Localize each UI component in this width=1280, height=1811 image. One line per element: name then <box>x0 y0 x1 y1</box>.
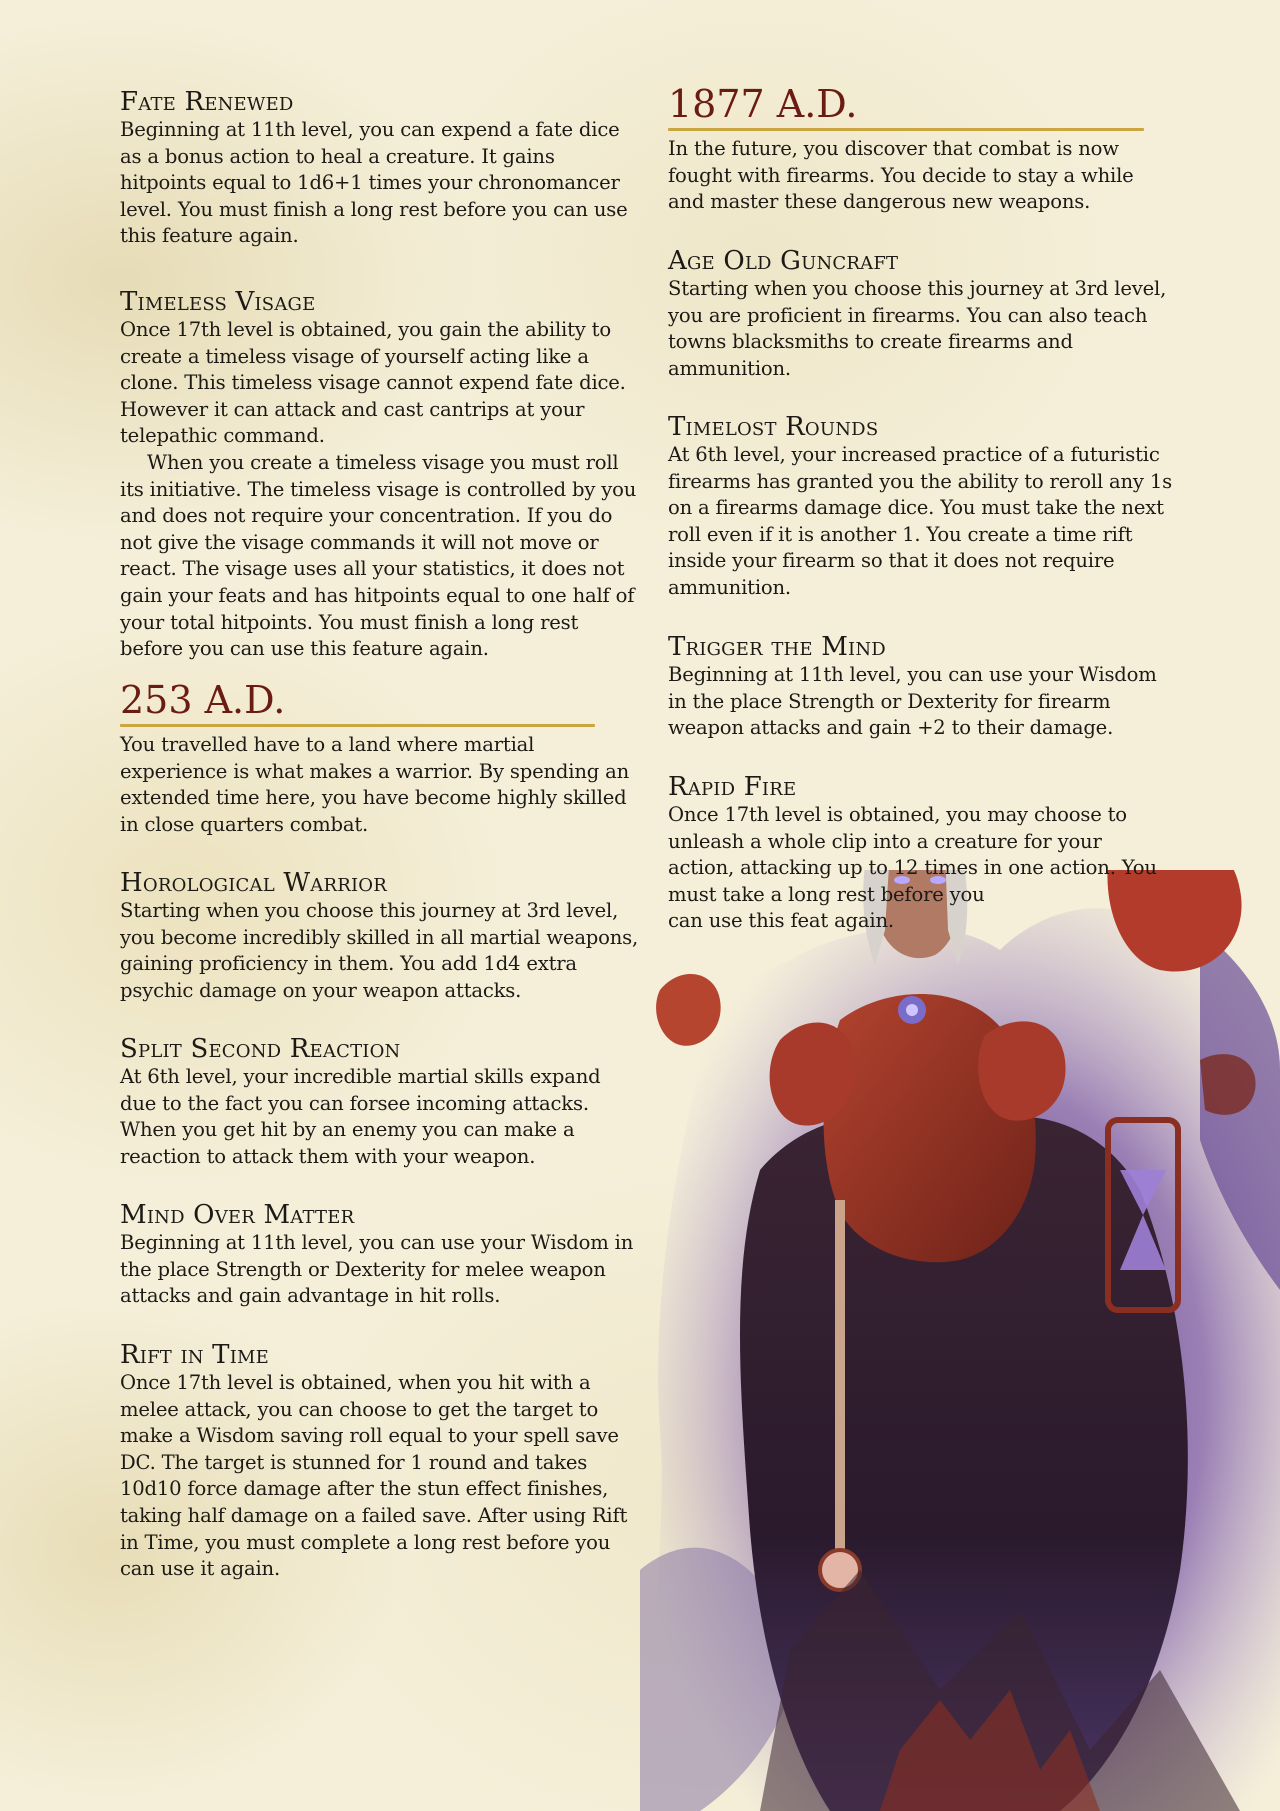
section-text: Starting when you choose this journey at 3rd level, you become incredibly skilled in all martial weapons, gaining proficiency in them. You add 1d4 extra psychic damage on your weapon attacks. <box>120 899 639 1002</box>
section-1877-ad-text <box>668 136 1173 216</box>
section-rapid-fire <box>668 772 1173 935</box>
section-text: Once 17th level is obtained, you may choose to unleash a whole clip into a creature for your action, attacking up to 12 times in one action. You must take a long rest before you <box>668 803 1157 906</box>
section-fate-renewed <box>120 87 640 250</box>
heading-rule <box>668 128 1144 131</box>
section-title: Fate Renewed <box>120 87 294 117</box>
section-text: When you create a timeless visage you must roll its initiative. The timeless visage is controlled by you and does not require your concentration. If you do not give the visage commands it will not move or react. The visage uses all your statistics, it does not gain your feats and has hitpoints equal to one half of your total hitpoints. You must finish a long rest before you can use this feature again. <box>120 450 637 661</box>
section-title: Rift in Time <box>120 1340 269 1370</box>
section-title: Trigger the Mind <box>668 632 886 662</box>
era-heading: 253 A.D. <box>120 678 286 722</box>
section-title: Age Old Guncraft <box>668 246 899 276</box>
section-1877-ad <box>668 82 1144 131</box>
section-text: Beginning at 11th level, you can use your Wisdom in the place Strength or Dexterity for melee weapon attacks and gain advantage in hit rolls. <box>120 1231 634 1308</box>
chronomancer-illustration <box>640 870 1280 1811</box>
section-text: Starting when you choose this journey at 3rd level, you are proficient in firearms. You can also teach towns blacksmiths to create firearms and ammunition. <box>668 277 1167 380</box>
section-text: At 6th level, your increased practice of a futuristic firearms has granted you the ability to reroll any 1s on a firearms damage dice. You must take the next roll even if it is another 1. You create a time rift inside your firearm so that it does not require ammunition. <box>668 443 1172 599</box>
section-title: Horological Warrior <box>120 868 387 898</box>
section-text: Once 17th level is obtained, when you hit with a melee attack, you can choose to get the target to make a Wisdom saving roll equal to your spell save DC. The target is stunned for 1 round and takes 10d10 force damage after the stun effect finishes, taking half damage on a failed save. After using Rift in Time, you must complete a long rest before you can use it again. <box>120 1371 628 1581</box>
section-split-second-reaction <box>120 1034 640 1170</box>
section-horological-warrior <box>120 868 640 1004</box>
era-heading: 1877 A.D. <box>668 82 858 126</box>
section-title: Timeless Visage <box>120 287 316 317</box>
section-title: Timelost Rounds <box>668 412 879 442</box>
section-title: Rapid Fire <box>668 772 797 802</box>
section-text: You travelled have to a land where martial experience is what makes a warrior. By spending an extended time here, you have become highly skilled in close quarters combat. <box>120 733 630 836</box>
section-trigger-the-mind <box>668 632 1173 742</box>
section-text: can use this feat again. <box>668 909 894 933</box>
heading-rule <box>120 724 595 727</box>
section-timelost-rounds <box>668 412 1173 602</box>
section-title: Split Second Reaction <box>120 1034 401 1064</box>
section-timeless-visage <box>120 287 640 663</box>
section-text: In the future, you discover that combat is now fought with firearms. You decide to stay a while and master these dangerous new weapons. <box>668 137 1134 214</box>
section-mind-over-matter <box>120 1200 640 1310</box>
section-text: Beginning at 11th level, you can use your Wisdom in the place Strength or Dexterity for firearm weapon attacks and gain +2 to their damage. <box>668 663 1157 740</box>
section-title: Mind Over Matter <box>120 1200 355 1230</box>
section-text: Beginning at 11th level, you can expend a fate dice as a bonus action to heal a creature. It gains hitpoints equal to 1d6+1 times your chronomancer level. You must finish a long rest before you can use this feature again. <box>120 118 628 248</box>
section-rift-in-time <box>120 1340 640 1583</box>
section-253-ad <box>120 678 595 727</box>
section-text: At 6th level, your incredible martial skills expand due to the fact you can forsee incoming attacks. When you get hit by an enemy you can make a reaction to attack them with your weapon. <box>120 1065 601 1168</box>
section-text: Once 17th level is obtained, you gain the ability to create a timeless visage of yourself acting like a clone. This timeless visage cannot expend fate dice. However it can attack and cast cantrips at your telepathic command. <box>120 318 626 448</box>
section-age-old-guncraft <box>668 246 1173 382</box>
section-253-ad-text <box>120 732 640 838</box>
